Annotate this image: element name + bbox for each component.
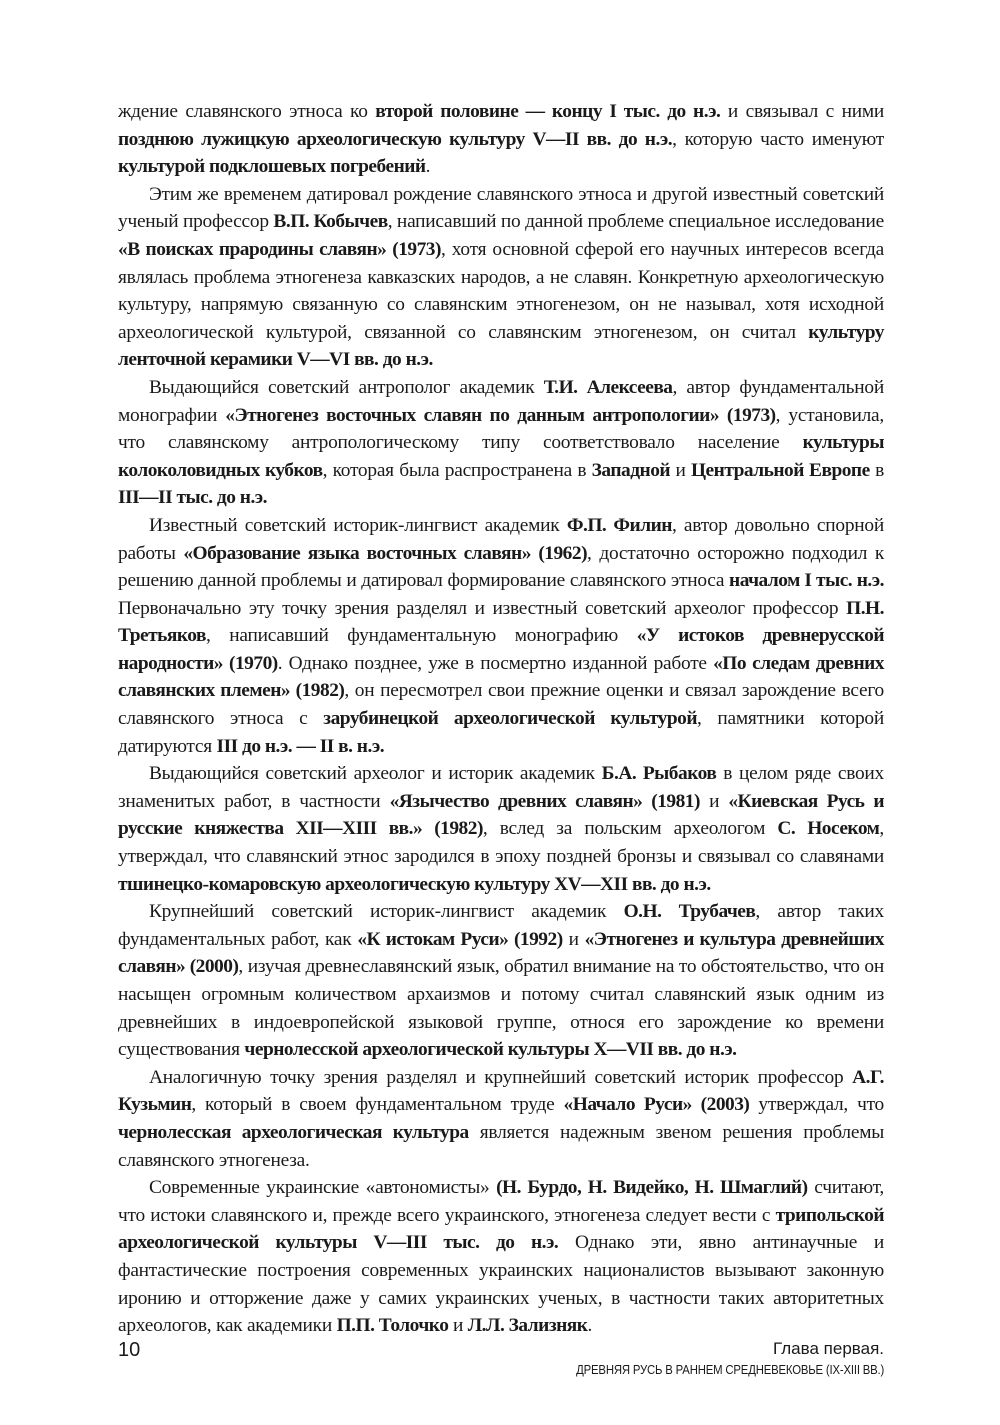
text-span: считают, что истоки славянского и, прежде всего украинского, этногенеза следует вести с [118, 1177, 885, 1226]
text-span: . [587, 1315, 593, 1337]
text-span: и [699, 790, 729, 812]
page-footer [118, 1338, 884, 1408]
text-span: , написавший фундаментальную монографию [205, 625, 637, 647]
text-span: , написавший по данной проблеме специальное исследование [387, 211, 884, 233]
bold-term: чернолесская археологическая культура [118, 1121, 469, 1143]
bold-title: «К истокам Руси» (1992) [357, 928, 563, 950]
bold-title: «У истоков древнерусской народности» (1970) [118, 625, 884, 674]
bold-name: Т.И. Алексеева [543, 376, 673, 398]
bold-name: С. Носеком [777, 818, 880, 840]
paragraph-kuzmin [118, 1064, 884, 1174]
bold-title: «По следам древних славянских племен» (1982) [118, 652, 884, 702]
text-span: Известный советский историк-лингвист академик [149, 514, 567, 536]
bold-term: культуру ленточной керамики V—VI вв. до н.э. [118, 321, 884, 371]
text-span: , который в своем фундаментальном труде [191, 1094, 564, 1116]
main-text [118, 98, 884, 1340]
text-span: и [670, 459, 691, 481]
bold-name: (Н. Бурдо, Н. Видейко, Н. Шмаглий) [496, 1177, 808, 1199]
paragraph-rybakov [118, 760, 884, 898]
text-span: Современные украинские «автономисты» [149, 1177, 497, 1199]
text-span: и [562, 928, 585, 950]
bold-term: культурой подклошевых погребений [118, 156, 426, 178]
text-span: Первоначально эту точку зрения разделял и известный советский археолог профессор [118, 597, 847, 619]
text-span: Этим же временем датировал рождение славянского этноса и другой известный советский ученый профессор [118, 183, 884, 233]
paragraph-kobychev [118, 181, 884, 374]
bold-name: П.Н. Третьяков [118, 597, 884, 647]
bold-term: III до н.э. — II в. н.э. [216, 735, 385, 757]
page-number: 10 [118, 1339, 141, 1361]
bold-term: трипольской археологической культуры V—III тыс. до н.э. [118, 1204, 884, 1254]
text-span: , хотя основной сферой его научных интересов всегда являлась проблема этногенеза кавказских народов, а не славян. Конкретную археологическую культуру, напрямую связанную со славянским этногенезом, он не называл, хотя исходной археологической культурой, связанной со славянским этногенезом, он считал [118, 238, 884, 343]
text-span: в [869, 459, 884, 481]
text-span: , которую часто именуют [672, 128, 884, 150]
text-span: , автор таких фундаментальных работ, как [118, 901, 884, 950]
bold-term: культуры колоколовидных кубков [118, 432, 884, 481]
bold-title: «Язычество древних славян» (1981) [389, 790, 700, 812]
text-span: , установила, что славянскому антропологическому типу соответствовало население [118, 404, 884, 454]
text-span: , автор фундаментальной монографии [118, 376, 884, 426]
bold-name: В.П. Кобычев [273, 211, 388, 233]
chapter-label: Глава первая. [773, 1339, 884, 1358]
text-span: , утверждал, что славянский этнос зародился в эпоху поздней бронзы и связывал со славянами [118, 818, 884, 868]
bold-name: Б.А. Рыбаков [601, 763, 717, 785]
text-span: в целом ряде своих знаменитых работ, в частности [118, 763, 884, 812]
bold-title: «Этногенез и культура древнейших славян» (2000) [118, 928, 885, 978]
bold-term: чернолесской археологической культуры X—VII вв. до н.э. [244, 1039, 737, 1061]
text-span: , вслед за польским археологом [482, 818, 778, 840]
text-span: ждение славянского этноса ко [118, 101, 376, 122]
bold-title: «Киевская Русь и русские княжества XII—XIII вв.» (1982) [118, 790, 884, 840]
bold-title: «Образование языка восточных славян» (1962) [183, 542, 588, 564]
text-span: . [425, 156, 431, 178]
bold-name: П.П. Толочко [336, 1315, 449, 1337]
text-span: Аналогичную точку зрения разделял и крупнейший советский историк профессор [149, 1066, 853, 1088]
bold-title: «В поисках прародины славян» (1973) [118, 238, 441, 260]
text-span: и [448, 1315, 468, 1337]
text-span: Выдающийся советский археолог и историк академик [149, 763, 602, 785]
text-span: . Однако позднее, уже в посмертно изданной работе [277, 652, 714, 674]
text-span: Крупнейший советский историк-лингвист академик [149, 901, 624, 923]
paragraph-alekseeva [118, 374, 884, 512]
text-span: , он пересмотрел свои прежние оценки и связал зарождение всего славянского этноса с [118, 680, 885, 730]
bold-term: Западной [591, 459, 671, 481]
bold-term: III—II тыс. до н.э. [118, 487, 268, 509]
bold-term: второй половине — концу I тыс. до н.э. [375, 101, 721, 122]
text-span: , изучая древнеславянский язык, обратил внимание на то обстоятельство, что он насыщен огромным количеством архаизмов и потому считал славянский язык одним из древнейших в индоевропейской языковой группе, относя его зарождение ко времени существования [118, 956, 884, 1061]
bold-title: «Этногенез восточных славян по данным антропологии» (1973) [225, 404, 776, 426]
bold-name: А.Г. Кузьмин [118, 1066, 884, 1116]
text-span: является надежным звеном решения проблемы славянского этногенеза. [118, 1121, 884, 1171]
bold-term: позднюю лужицкую археологическую культуру V—II вв. до н.э. [118, 128, 673, 150]
bold-term: тшинецко-комаровскую археологическую культуру XV—XII вв. до н.э. [118, 873, 711, 895]
bold-name: Л.Л. Зализняк [467, 1315, 588, 1337]
paragraph-autonomists [118, 1174, 884, 1340]
paragraph-trubachev [118, 898, 884, 1064]
text-span: утверждал, что [749, 1094, 884, 1116]
text-span: , которая была распространена в [322, 459, 592, 481]
running-footer [526, 1338, 884, 1380]
paragraph-continuation [118, 98, 884, 181]
text-span: , автор довольно спорной работы [118, 514, 884, 564]
paragraph-filin [118, 512, 884, 760]
text-span: , достаточно осторожно подходил к решению данной проблемы и датировал формирование славянского этноса [118, 542, 884, 592]
text-span: Выдающийся советский антрополог академик [149, 376, 544, 398]
bold-title: «Начало Руси» (2003) [563, 1094, 750, 1116]
bold-term: зарубинецкой археологической культурой [323, 708, 698, 730]
text-span: , памятники которой датируются [118, 708, 884, 757]
bold-name: Ф.П. Филин [566, 514, 672, 536]
chapter-title: ДРЕВНЯЯ РУСЬ В РАННЕМ СРЕДНЕВЕКОВЬЕ (IX-XIII ВВ.) [575, 1362, 884, 1377]
text-span: и связывал с ними [720, 101, 884, 122]
bold-term: Центральной Европе [690, 459, 870, 481]
bold-term: началом I тыс. н.э. [729, 570, 884, 592]
bold-name: О.Н. Трубачев [623, 901, 756, 923]
text-span: Однако эти, явно антинаучные и фантастические построения современных украинских националистов вызывают законную иронию и отторжение даже у самих украинских ученых, в частности таких авторитетных археологов, как академики [118, 1232, 884, 1337]
